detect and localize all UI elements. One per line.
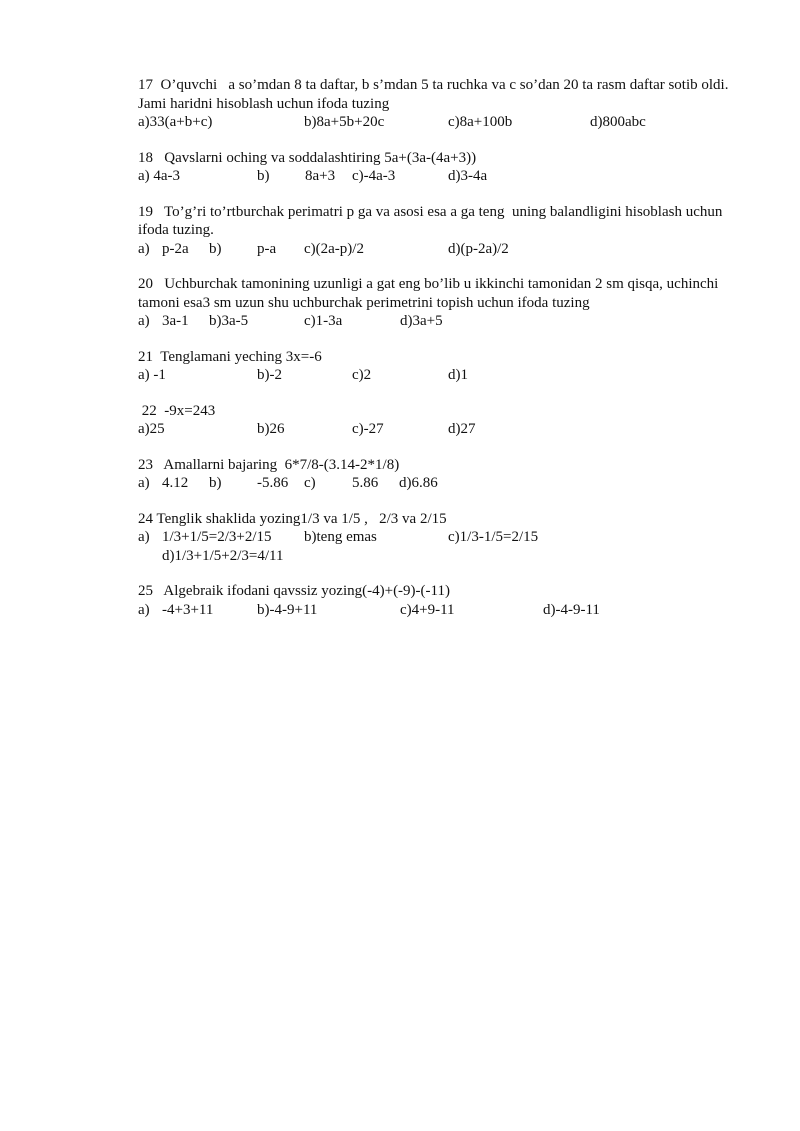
- answer-options: [138, 420, 748, 439]
- answer-options: [138, 312, 748, 331]
- option-d: d)-4-9-11: [543, 601, 600, 618]
- question-text: 18 Qavslarni oching va soddalashtiring 5a+(3a-(4a+3)): [138, 149, 477, 166]
- question-17: [138, 76, 748, 132]
- option-b-value: 8a+3: [305, 168, 336, 184]
- question-22: [138, 402, 748, 439]
- question-19: [138, 203, 748, 259]
- option-d: d)6.86: [399, 475, 438, 491]
- answer-options: [138, 601, 748, 620]
- question-text: 20 Uchburchak tamonining uzunligi a gat eng bo’lib u ikkinchi tamonidan 2 sm qisqa, uchinchi tamoni esa3 sm uzun shu uchburchak perimetrini topish uchun ifoda tuzing: [138, 276, 723, 311]
- option-c: c)4+9-11: [400, 601, 455, 618]
- option-a: a) 4a-3: [138, 168, 181, 184]
- option-d: d)3a+5: [400, 313, 443, 329]
- option-c: c)1-3a: [304, 313, 343, 329]
- option-a: a): [138, 475, 150, 491]
- question-18: [138, 149, 748, 186]
- answer-options: [138, 240, 748, 259]
- option-c-value: 5.86: [352, 475, 379, 491]
- question-text: 21 Tenglamani yeching 3x=-6: [138, 348, 322, 365]
- option-a-value: -4+3+11: [162, 601, 214, 618]
- option-a-value: 3a-1: [162, 313, 189, 329]
- option-b: b)teng emas: [304, 529, 377, 545]
- option-c: c): [304, 475, 316, 491]
- test-questions: [138, 76, 748, 636]
- question-21: [138, 348, 748, 385]
- option-b: b)8a+5b+20c: [304, 114, 385, 130]
- option-a-value: 1/3+1/5=2/3+2/15: [162, 529, 272, 545]
- option-d: d)1: [448, 367, 468, 383]
- answer-options: [138, 167, 748, 186]
- option-a: a)25: [138, 421, 165, 437]
- answer-options: [138, 474, 748, 493]
- option-c: c)1/3-1/5=2/15: [448, 529, 539, 545]
- answer-options: [138, 366, 748, 385]
- option-b: b)26: [257, 421, 285, 437]
- option-c: c)2: [352, 367, 372, 383]
- option-c: c)(2a-p)/2: [304, 240, 364, 257]
- question-text: 25 Algebraik ifodani qavssiz yozing(-4)+(-9)-(-11): [138, 583, 450, 599]
- option-b: b)-4-9+11: [257, 601, 318, 618]
- answer-options: [138, 528, 748, 565]
- question-23: [138, 456, 748, 493]
- option-d: d)3-4a: [448, 168, 488, 184]
- option-a: a)33(a+b+c): [138, 114, 213, 130]
- question-text: 19 To’g’ri to’rtburchak perimatri p ga va asosi esa a ga teng uning balandligini hisoblash uchun ifoda tuzing.: [138, 203, 727, 238]
- option-c: c)-27: [352, 421, 384, 437]
- question-20: [138, 275, 748, 331]
- option-a-value: p-2a: [162, 240, 189, 257]
- question-text: 24 Tenglik shaklida yozing1/3 va 1/5 , 2/3 va 2/15: [138, 510, 447, 527]
- option-b: b)3a-5: [209, 313, 249, 329]
- option-b: b): [209, 475, 222, 491]
- option-a: a): [138, 240, 150, 257]
- option-d: d)800abc: [590, 114, 646, 130]
- question-text: 22 -9x=243: [138, 402, 216, 419]
- option-a: a) -1: [138, 367, 166, 383]
- question-25: [138, 582, 748, 619]
- option-a: a): [138, 529, 150, 545]
- option-c: c)-4a-3: [352, 168, 396, 184]
- option-d: d)(p-2a)/2: [448, 240, 509, 257]
- question-text: 23 Amallarni bajaring 6*7/8-(3.14-2*1/8): [138, 456, 400, 473]
- option-a: a): [138, 601, 150, 618]
- option-d: d)27: [448, 421, 476, 437]
- option-b: b): [257, 168, 270, 184]
- option-b-value: p-a: [257, 240, 277, 257]
- option-c: c)8a+100b: [448, 114, 513, 130]
- question-24: [138, 510, 748, 566]
- question-text: 17 O’quvchi a so’mdan 8 ta daftar, b s’mdan 5 ta ruchka va c so’dan 20 ta rasm daftar sotib oldi. Jami haridni hisoblash uchun ifoda tuzing: [138, 77, 733, 112]
- option-b: b)-2: [257, 367, 282, 383]
- option-d: d)1/3+1/5+2/3=4/11: [162, 547, 284, 564]
- option-a-value: 4.12: [162, 475, 189, 491]
- option-b-value: -5.86: [257, 475, 289, 491]
- option-b: b): [209, 240, 222, 257]
- answer-options: [138, 113, 748, 132]
- option-a: a): [138, 313, 150, 329]
